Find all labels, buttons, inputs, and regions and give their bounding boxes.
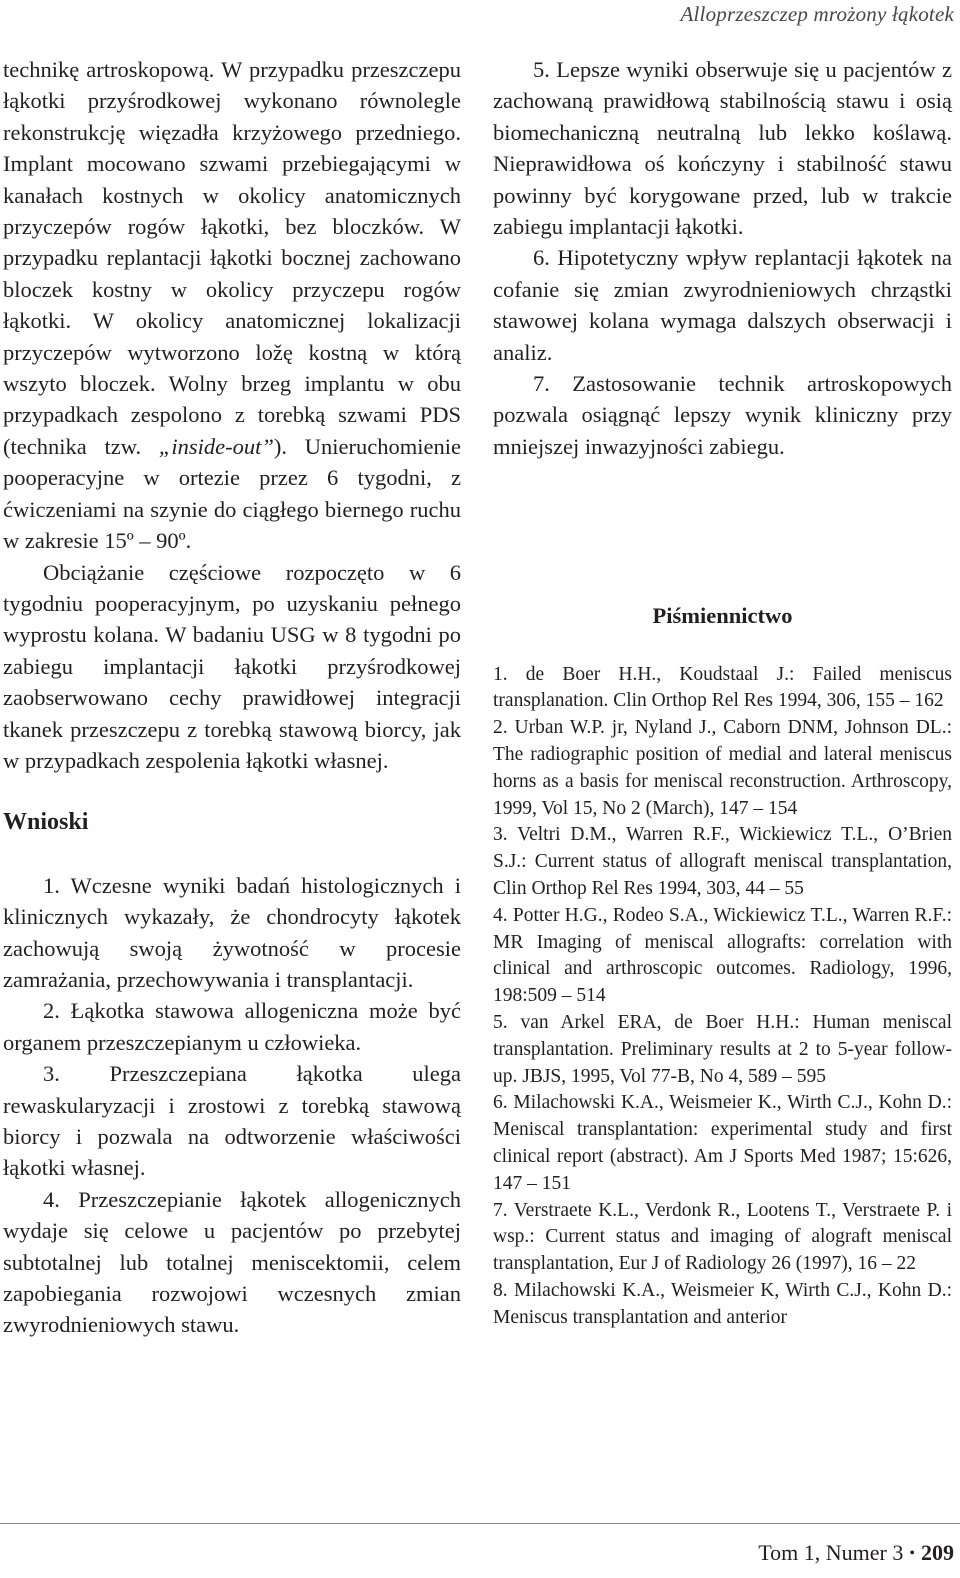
reference-item: 5. van Arkel ERA, de Boer H.H.: Human meniscal transplantation. Preliminary results at 2 to 5-year follow-up. JBJS, 1995, Vol 77-B, No 4, 589 – 595 xyxy=(493,1012,952,1087)
reference-item: 7. Verstraete K.L., Verdonk R., Lootens T., Verstraete P. i wsp.: Current status and imaging of alograft meniscal transplantation, Eur J of Radiology 26 (1997), 16 – 22 xyxy=(493,1199,952,1275)
conclusion-item: 3. Przeszczepiana łąkotka ulega rewaskularyzacji i zrostowi z torebką stawową biorcy i pozwala na odtworzenie właściwości łąkotki własnej. xyxy=(3,1061,461,1181)
right-column xyxy=(493,54,952,1332)
conclusion-item: 5. Lepsze wyniki obserwuje się u pacjentów z zachowaną prawidłową stabilnością stawu i osią biomechaniczną neutralną lub lekko koślawą. Nieprawidłowa oś kończyny i stabilność stawu powinny być korygowane przed, lub w trakcie zabiegu implantacji łąkotki. xyxy=(493,57,952,240)
volume-label: Tom 1, Numer 3 xyxy=(758,1540,904,1565)
conclusion-item: 7. Zastosowanie technik artroskopowych pozwala osiągnąć lepszy wynik kliniczny przy mniejszej inwazyjności zabiegu. xyxy=(493,371,952,459)
body-paragraph: Obciążanie częściowe rozpoczęto w 6 tygodniu pooperacyjnym, po uzyskaniu pełnego wyprostu kolana. W badaniu USG w 8 tygodni po zabiegu implantacji łąkotki przyśrodkowej zaobserwowano cechy prawidłowej integracji tkanek przeszczepu z torebką stawową biorcy, jak w przypadkach zespolenia łąkotki własnej. xyxy=(3,559,461,773)
body-text: ). Unieruchomienie pooperacyjne w ortezie przez 6 tygodni, z ćwiczeniami na szynie do ciągłego biernego ruchu w zakresie 15º – 90º. xyxy=(3,433,461,554)
reference-item: 8. Milachowski K.A., Weismeier K, Wirth C.J., Kohn D.: Meniscus transplantation and anterior xyxy=(493,1280,952,1328)
conclusion-item: 1. Wczesne wyniki badań histologicznych i klinicznych wykazały, że chondrocyty łąkotek zachowują swoją żywotność w procesie zamrażania, przechowywania i transplantacji. xyxy=(3,872,461,992)
body-paragraph xyxy=(3,54,461,557)
body-text: technikę artroskopową. W przypadku przeszczepu łąkotki przyśrodkowej wykonano równolegle rekonstrukcję więzadła krzyżowego przedniego. Implant mocowano szwami przebiegającymi w kanałach kostnych w okolicy anatomicznych przyczepów rogów łąkotki, bez bloczków. W przypadku replantacji łąkotki bocznej zachowano bloczek kostny w okolicy przyczepu rogów łąkotki. W okolicy anatomicznej lokalizacji przyczepów wytworzono ložę kostną w którą wszyto bloczek. Wolny brzeg implantu w obu przypadkach zespolono z torebką szwami PDS (technika tzw. xyxy=(3,57,461,459)
conclusion-item: 2. Łąkotka stawowa allogeniczna może być organem przeszczepianym u człowieka. xyxy=(3,998,461,1055)
bullet-separator: • xyxy=(909,1545,915,1562)
left-column xyxy=(3,54,461,1341)
references-heading: Piśmiennictwo xyxy=(652,603,793,629)
page-footer xyxy=(758,1540,954,1566)
reference-item: 4. Potter H.G., Rodeo S.A., Wickiewicz T.L., Warren R.F.: MR Imaging of meniscal allografts: correlation with clinical and arthroscopic outcomes. Radiology, 1996, 198:509 – 514 xyxy=(493,904,952,1007)
reference-item: 6. Milachowski K.A., Weismeier K., Wirth C.J., Kohn D.: Meniscal transplantation: experimental study and first clinical report (abstract). Am J Sports Med 1987; 15:626, 147 – 151 xyxy=(493,1092,952,1194)
reference-item: 2. Urban W.P. jr, Nyland J., Caborn DNM, Johnson DL.: The radiographic position of medial and lateral meniscus horns as a basis for meniscal reconstruction. Arthroscopy, 1999, Vol 15, No 2 (March), 147 – 154 xyxy=(493,717,952,819)
footer-divider xyxy=(0,1523,960,1524)
page-number: 209 xyxy=(921,1540,954,1565)
conclusion-item: 4. Przeszczepianie łąkotek allogenicznych wydaje się celowe u pacjentów po przebytej subtotalnej lub totalnej meniscektomii, celem zapobiegania rozwojowi wczesnych zmian zwyrodnieniowych stawu. xyxy=(3,1186,461,1338)
reference-item: 3. Veltri D.M., Warren R.F., Wickiewicz T.L., O’Brien S.J.: Current status of allograft meniscal transplantation, Clin Orthop Rel Res 1994, 303, 44 – 55 xyxy=(493,824,952,900)
conclusions-heading: Wnioski xyxy=(3,809,89,836)
running-title: Alloprzeszczep mrożony łąkotek xyxy=(680,2,954,26)
reference-item: 1. de Boer H.H., Koudstaal J.: Failed meniscus transplanation. Clin Orthop Rel Res 1994, 306, 155 – 162 xyxy=(493,663,952,712)
conclusion-item: 6. Hipotetyczny wpływ replantacji łąkotek na cofanie się zmian zwyrodnieniowych chrząstki stawowej kolana wymaga dalszych obserwacji i analiz. xyxy=(493,245,952,365)
italic-term: „inside-out” xyxy=(158,433,274,459)
references-list xyxy=(493,662,952,1332)
